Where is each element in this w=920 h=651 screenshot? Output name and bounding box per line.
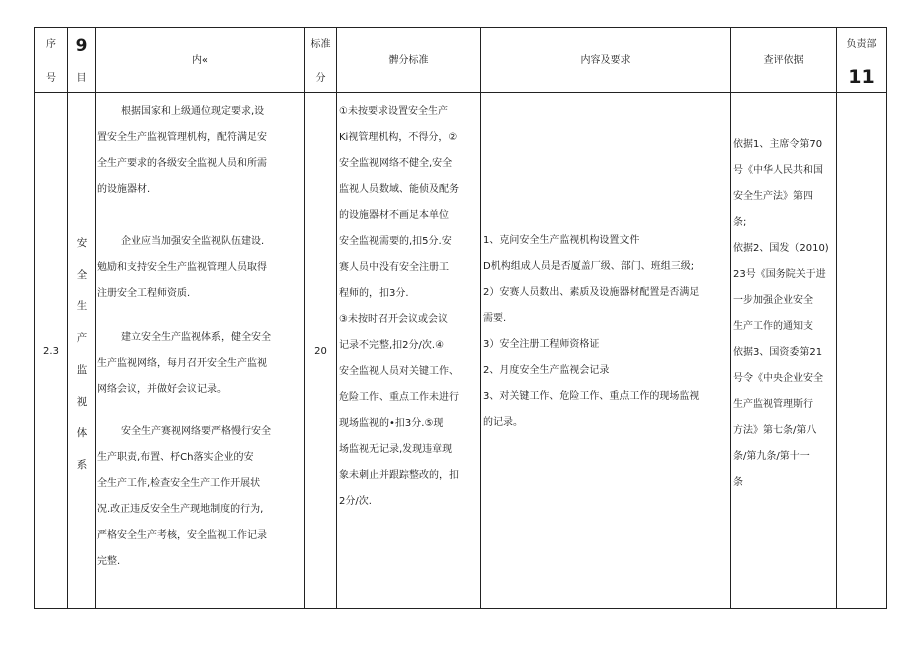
table-border-bottom xyxy=(34,608,887,609)
col-divider xyxy=(836,27,837,609)
row-basis: 依据1、主席令第70 号《中华人民共和国 安全生产法》第四 条; 依据2、国发（2010) 23号《国务院关于进 一步加强企业安全 生产工作的通知支 依据3、国资委第21 号令《中央企业安全 生产监视管理斯行 方法》第七条/第八 条/第九条/第十一 条 xyxy=(733,139,829,488)
content-paragraph: 根据国家和上级通位现定要求,设 置安全生产监视管理机构，配符满足安 全生产要求的各级安全监视人员和所需 的设施器材. xyxy=(97,106,267,195)
header-dept-top: 负责部 xyxy=(846,39,877,50)
content-paragraph: 安全生产赛视网络要严格慢行安全 生产职责,布置、杼Ch落实企业的安 全生产工作,检查安全生产工作开展状 况.改正违反安全生产现地制度的行为, 严格安全生产考核，安全监视工作记录 完整. xyxy=(97,426,271,567)
header-dept-bottom: 11 xyxy=(848,66,875,88)
col-divider xyxy=(34,27,35,609)
header-score-top: 标准 xyxy=(310,39,331,50)
header-seq-bottom: 号 xyxy=(46,73,56,84)
row-requirements: 1、克问安全生产监视机构设置文件 D机构组成人员是否厦盖厂级、部门、班组三级; 2）安赛人员数出、素质及设施器材配置是否满足 需要. 3）安全注册工程师资格证 2、月度安全生产监视会记录 3、对关键工作、危险工作、重点工作的现场监视 的记录。 xyxy=(483,235,700,428)
content-paragraph: 企业应当加强安全监视队伍建设. 勉励和支持安全生产监视管理人员取得 注册安全工程师资质. xyxy=(97,236,267,299)
header-item-top: 9 xyxy=(75,36,88,56)
content-paragraph: 建立安全生产监视体系，健全安全 生产监视网络，每月召开安全生产监视 网络会议，并做好会议记录。 xyxy=(97,332,271,395)
table-border-right xyxy=(886,27,887,609)
header-scoring-standard: 髀分标准 xyxy=(388,55,429,66)
header-divider xyxy=(34,92,887,93)
row-scoring-standard: ①未按要求设置安全生产 Ki视管理机构，不得分，② 安全监视网络不健全,安全 监视人员数域、能侦及配务 的设施器材不画足本单位 安全监视需要的,扣5分.安 赛人员中没有安全注册工 程师的，扣3分. ③未按时召开会议或会议 记录不完整,扣2分/次.④ 安全监视人员对关键工作、 危险工作、重点工作未进行 现场监视的•扣3分.⑤现 场监视无记录,发现违章现 象未刺止并跟踪整改的，扣 2分/次. xyxy=(339,106,459,507)
header-item-bottom: 目 xyxy=(76,73,87,84)
header-basis: 查评依据 xyxy=(763,55,804,66)
row-score: 20 xyxy=(314,346,327,357)
header-content: 内« xyxy=(191,55,209,66)
table-border-top xyxy=(34,27,887,28)
header-seq-top: 序 xyxy=(46,39,56,50)
header-requirements: 内容及要求 xyxy=(580,55,631,66)
row-number: 2.3 xyxy=(43,346,59,357)
col-divider xyxy=(304,27,305,609)
col-divider xyxy=(480,27,481,609)
row-item-title: 安 全 生 产 监 视 体 系 xyxy=(76,237,88,471)
header-score-bottom: 分 xyxy=(315,73,326,84)
col-divider xyxy=(730,27,731,609)
col-divider xyxy=(336,27,337,609)
